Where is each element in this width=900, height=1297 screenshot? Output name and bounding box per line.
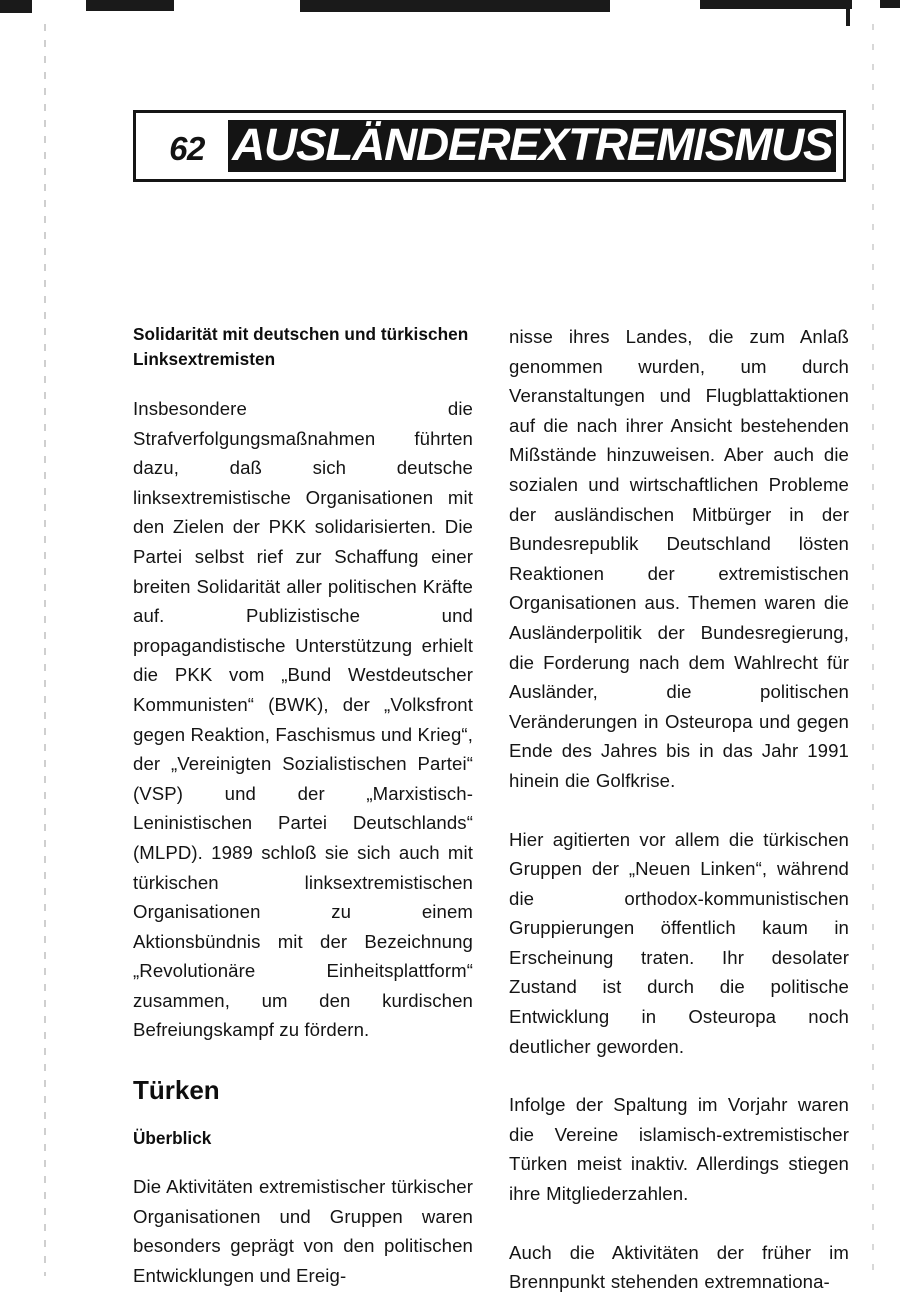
section-heading-tuerken: Türken <box>133 1075 220 1106</box>
column-left <box>133 322 473 1290</box>
page-header-banner <box>133 110 848 184</box>
paragraph: Die Aktivitäten extremistischer türkischer Organisationen und Gruppen waren besonders geprägt von den politischen Entwicklungen und Ereig- <box>133 1176 473 1286</box>
paragraph: Insbesondere die Strafverfolgungsmaßnahmen führten dazu, daß sich deutsche linksextremistische Organisationen mit den Zielen der PKK solidarisierten. Die Partei selbst rief zur Schaffung einer breiten Solidarität aller politischen Kräfte auf. Publizistische und propagandistische Unterstützung erhielt die PKK vom „Bund Westdeutscher Kommunisten“ (BWK), der „Volksfront gegen Reaktion, Faschismus und Krieg“, der „Vereinigten Sozialistischen Partei“ (VSP) und der „Marxistisch-Leninistischen Partei Deutschlands“ (MLPD). 1989 schloß sie sich auch mit türkischen linksextremistischen Organisationen zu einem Aktionsbündnis mit der Bezeichnung „Revolutionäre Einheitsplattform“ zusammen, um den kurdischen Befreiungskampf zu fördern. <box>133 398 473 1041</box>
scan-artifact-mark <box>880 0 900 8</box>
paragraph: Infolge der Spaltung im Vorjahr waren die Vereine islamisch-extremistischer Türken meist inaktiv. Allerdings stiegen ihre Mitgliederzahlen. <box>509 1094 849 1205</box>
minor-heading-ueberblick: Überblick <box>133 1128 212 1149</box>
scan-artifact-mark <box>86 0 174 11</box>
left-column-heading: Solidarität mit deutschen und türkischen Linksextremisten <box>133 324 469 369</box>
paragraph: Hier agitierten vor allem die türkischen Gruppen der „Neuen Linken“, während die orthodox-kommunistischen Gruppierungen öffentlich kaum in Erscheinung traten. Ihr desolater Zustand ist durch die politische Entwicklung in Osteuropa noch deutlicher geworden. <box>509 828 849 1057</box>
page-edge-left <box>44 24 46 1276</box>
running-title: AUSLÄNDEREXTREMISMUS <box>231 120 833 170</box>
scan-artifact-mark <box>0 0 32 13</box>
scan-top-edge <box>0 0 900 18</box>
scan-artifact-mark <box>846 0 850 26</box>
paragraph: nisse ihres Landes, die zum Anlaß genommen wurden, um durch Veranstaltungen und Flugblattaktionen auf die nach ihrer Ansicht bestehenden Mißstände hinzuweisen. Aber auch die sozialen und wirtschaftlichen Probleme der ausländischen Mitbürger in der Bundesrepublik Deutschland lösten Reaktionen der extremistischen Organisationen aus. Themen waren die Ausländerpolitik der Bundesregierung, die Forderung nach dem Wahlrecht für Ausländer, die politischen Veränderungen in Osteuropa und gegen Ende des Jahres bis in das Jahr 1991 hinein die Golfkrise. <box>509 326 849 791</box>
column-right <box>509 322 849 1297</box>
paragraph: Auch die Aktivitäten der früher im Brennpunkt stehenden extremnationa- <box>509 1241 849 1293</box>
scan-artifact-mark <box>700 0 852 9</box>
page-number: 62 <box>169 130 205 167</box>
header-title-block <box>228 120 836 172</box>
page-edge-right <box>872 24 874 1276</box>
scan-artifact-mark <box>300 0 610 12</box>
header-frame <box>133 110 846 182</box>
page-body <box>133 322 849 1293</box>
